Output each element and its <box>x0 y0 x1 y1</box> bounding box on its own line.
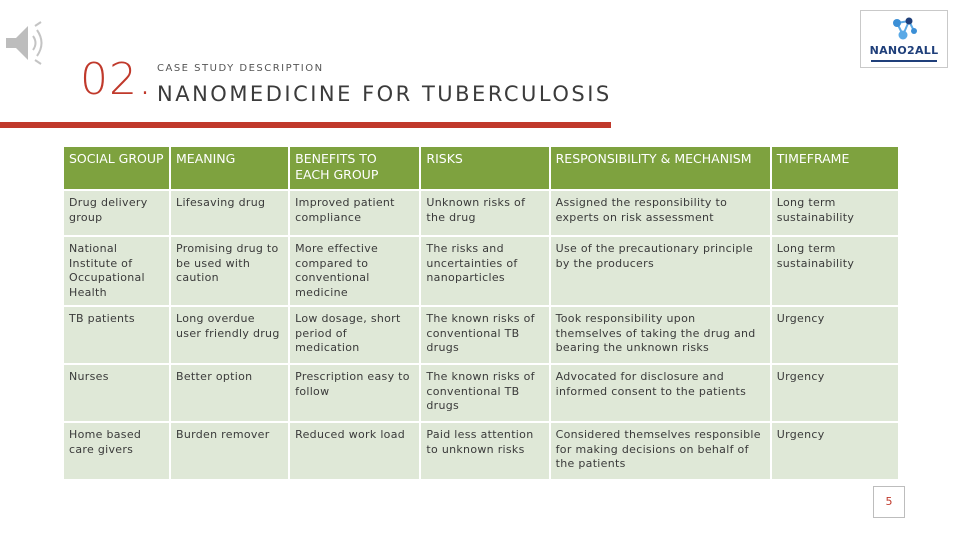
table-cell: Long term sustainability <box>772 191 898 235</box>
table-cell: Long term sustainability <box>772 237 898 305</box>
table-cell: Considered themselves responsible for making decisions on behalf of the patients <box>551 423 770 479</box>
table-cell: Unknown risks of the drug <box>421 191 548 235</box>
page-number: 5 <box>873 486 905 518</box>
table-cell: Advocated for disclosure and informed consent to the patients <box>551 365 770 421</box>
table-cell: More effective compared to conventional medicine <box>290 237 419 305</box>
table-cell: Better option <box>171 365 288 421</box>
table-cell: The known risks of conventional TB drugs <box>421 365 548 421</box>
table-cell: Reduced work load <box>290 423 419 479</box>
header-risks: RISKS <box>421 147 548 189</box>
table-cell: Burden remover <box>171 423 288 479</box>
slide-subtitle: CASE STUDY DESCRIPTION <box>157 63 324 74</box>
speaker-icon[interactable] <box>2 18 50 68</box>
table-cell: TB patients <box>64 307 169 363</box>
table-cell: Prescription easy to follow <box>290 365 419 421</box>
table-cell: Promising drug to be used with caution <box>171 237 288 305</box>
table-cell: National Institute of Occupational Health <box>64 237 169 305</box>
section-number: 02. <box>80 54 153 105</box>
table-row <box>64 423 898 479</box>
table-cell: The known risks of conventional TB drugs <box>421 307 548 363</box>
molecule-icon <box>889 15 919 43</box>
table-cell: The risks and uncertainties of nanoparticles <box>421 237 548 305</box>
table-cell: Lifesaving drug <box>171 191 288 235</box>
case-study-table <box>62 145 900 481</box>
table-row <box>64 191 898 235</box>
nano2all-logo <box>860 10 948 68</box>
table-cell: Paid less attention to unknown risks <box>421 423 548 479</box>
table-cell: Long overdue user friendly drug <box>171 307 288 363</box>
table-cell: Use of the precautionary principle by the producers <box>551 237 770 305</box>
header-responsibility: RESPONSIBILITY & MECHANISM <box>551 147 770 189</box>
table-row <box>64 365 898 421</box>
table-cell: Home based care givers <box>64 423 169 479</box>
table-cell: Urgency <box>772 423 898 479</box>
table-cell: Assigned the responsibility to experts on risk assessment <box>551 191 770 235</box>
table-cell: Urgency <box>772 365 898 421</box>
slide-title: NANOMEDICINE FOR TUBERCULOSIS <box>157 82 612 106</box>
header-timeframe: TIMEFRAME <box>772 147 898 189</box>
table-row <box>64 237 898 305</box>
table-cell: Urgency <box>772 307 898 363</box>
header-benefits: BENEFITS TO EACH GROUP <box>290 147 419 189</box>
header-meaning: MEANING <box>171 147 288 189</box>
table-cell: Drug delivery group <box>64 191 169 235</box>
table-cell: Improved patient compliance <box>290 191 419 235</box>
table-cell: Nurses <box>64 365 169 421</box>
logo-text: NANO2ALL <box>869 44 939 57</box>
table-cell: Took responsibility upon themselves of taking the drug and bearing the unknown risks <box>551 307 770 363</box>
table-header-row <box>64 147 898 189</box>
table-cell: Low dosage, short period of medication <box>290 307 419 363</box>
logo-divider <box>871 60 937 62</box>
table-row <box>64 307 898 363</box>
header-social-group: SOCIAL GROUP <box>64 147 169 189</box>
title-underline <box>0 122 611 128</box>
